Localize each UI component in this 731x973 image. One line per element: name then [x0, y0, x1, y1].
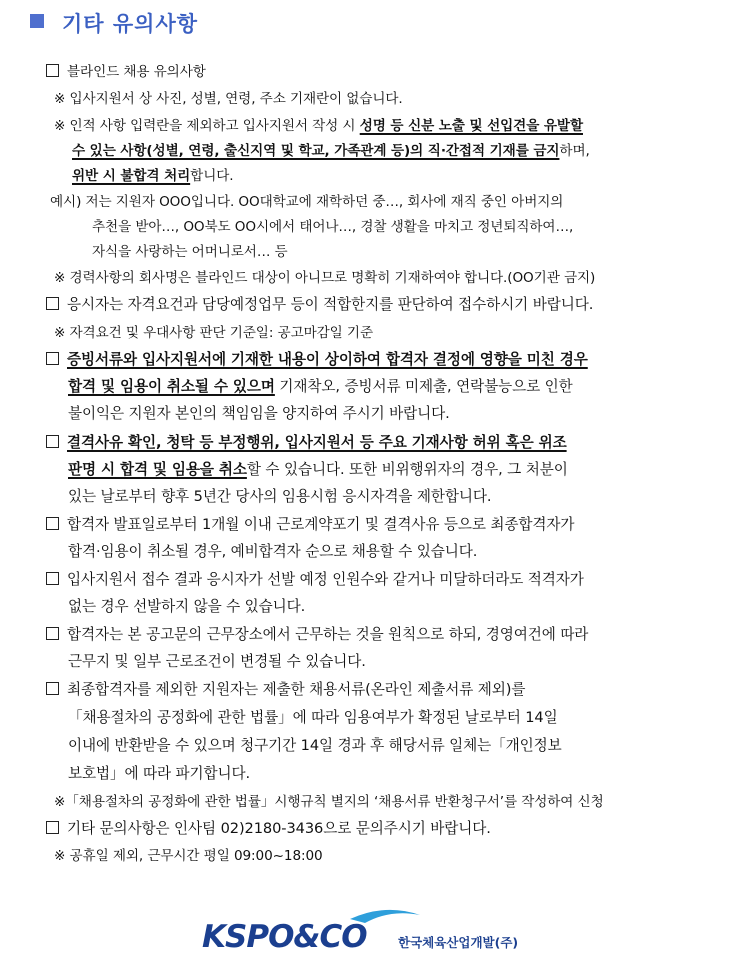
item-contact-note: ※ 공휴일 제외, 근무시간 평일 09:00~18:00 [54, 848, 323, 864]
item-cancellation-line-1: 합격자 발표일로부터 1개월 이내 근로계약포기 및 결격사유 등으로 최종합격자가 [46, 515, 574, 535]
item-disqualification-line-2: 판명 시 합격 및 임용을 취소할 수 있습니다. 또한 비위행위자의 경우, 그 처분이 [68, 461, 568, 478]
checkbox-icon [46, 297, 59, 310]
page-title: 기타 유의사항 [62, 12, 199, 36]
item-document-return-line-4: 보호법」에 따라 파기합니다. [68, 765, 251, 782]
logo-company-name: 한국체육산업개발(주) [398, 935, 519, 950]
item-selection-line-1: 입사지원서 접수 결과 응시자가 선발 예정 인원수와 같거나 미달하더라도 적격자가 [46, 570, 584, 590]
item-disqualification-line-3: 있는 날로부터 향후 5년간 당사의 임용시험 응시자격을 제한합니다. [68, 488, 492, 505]
example-line-2: 추천을 받아…, OO북도 OO시에서 태어나…, 경찰 생활을 마치고 정년퇴직하여…, [92, 219, 574, 235]
bullet-square-icon [30, 14, 48, 32]
blind-note-2-line-2: 수 있는 사항(성별, 연령, 출신지역 및 학교, 가족관계 등)의 직·간접적 기재를 금지하며, [72, 143, 590, 159]
checkbox-icon [46, 627, 59, 640]
company-logo [200, 905, 530, 955]
checkbox-icon [46, 682, 59, 695]
item-selection-line-2: 없는 경우 선발하지 않을 수 있습니다. [68, 598, 306, 615]
item-contact: 기타 문의사항은 인사팀 02)2180-3436으로 문의주시기 바랍니다. [46, 819, 491, 839]
blind-note-3: ※ 경력사항의 회사명은 블라인드 대상이 아니므로 명확히 기재하여야 합니다.(OO기관 금지) [54, 270, 596, 286]
item-cancellation-line-2: 합격·임용이 취소될 경우, 예비합격자 순으로 채용할 수 있습니다. [68, 543, 478, 560]
item-document-return-line-2: 「채용절차의 공정화에 관한 법률」에 따라 임용여부가 확정된 날로부터 14일 [68, 709, 558, 726]
checkbox-icon [46, 352, 59, 365]
blind-note-2-line-1: ※ 인적 사항 입력란을 제외하고 입사지원서 작성 시 성명 등 신분 노출 및 선입견을 유발할 [54, 118, 583, 134]
checkbox-icon [46, 517, 59, 530]
example-line-1: 예시) 저는 지원자 OOO입니다. OO대학교에 재학하던 중…, 회사에 재직 중인 아버지의 [50, 194, 564, 210]
item-document-return-note: ※「채용절차의 공정화에 관한 법률」시행규칙 별지의 ‘채용서류 반환청구서’를 작성하여 신청 [54, 794, 604, 810]
blind-note-2-line-3: 위반 시 불합격 처리합니다. [72, 168, 234, 184]
item-document-mismatch-line-3: 불이익은 지원자 본인의 책임임을 양지하여 주시기 바랍니다. [68, 405, 450, 422]
blind-note-1: ※ 입사지원서 상 사진, 성별, 연령, 주소 기재란이 없습니다. [54, 91, 403, 107]
item-eligibility-note: ※ 자격요건 및 우대사항 판단 기준일: 공고마감일 기준 [54, 325, 373, 341]
item-document-mismatch-line-2: 합격 및 임용이 취소될 수 있으며 기재착오, 증빙서류 미제출, 연락불능으로 인한 [68, 378, 573, 395]
item-document-return-line-3: 이내에 반환받을 수 있으며 청구기간 14일 경과 후 해당서류 일체는「개인정보 [68, 737, 562, 754]
checkbox-icon [46, 572, 59, 585]
blind-heading: 블라인드 채용 유의사항 [46, 62, 206, 82]
item-document-return-line-1: 최종합격자를 제외한 지원자는 제출한 채용서류(온라인 제출서류 제외)를 [46, 680, 525, 700]
item-workplace-line-2: 근무지 및 일부 근로조건이 변경될 수 있습니다. [68, 653, 366, 670]
checkbox-icon [46, 64, 59, 77]
example-line-3: 자식을 사랑하는 어머니로서… 등 [92, 244, 288, 260]
item-workplace-line-1: 합격자는 본 공고문의 근무장소에서 근무하는 것을 원칙으로 하되, 경영여건에 따라 [46, 625, 588, 645]
kspo-logo-icon [200, 905, 530, 955]
item-document-mismatch-line-1: 증빙서류와 입사지원서에 기재한 내용이 상이하여 합격자 결정에 영향을 미친 경우 [46, 350, 588, 370]
item-eligibility: 응시자는 자격요건과 담당예정업무 등이 적합한지를 판단하여 접수하시기 바랍니다. [46, 295, 593, 315]
logo-brand: KSPO&CO [202, 919, 367, 955]
checkbox-icon [46, 821, 59, 834]
item-disqualification-line-1: 결격사유 확인, 청탁 등 부정행위, 입사지원서 등 주요 기재사항 허위 혹은 위조 [46, 433, 567, 453]
checkbox-icon [46, 435, 59, 448]
section-title [30, 8, 198, 38]
